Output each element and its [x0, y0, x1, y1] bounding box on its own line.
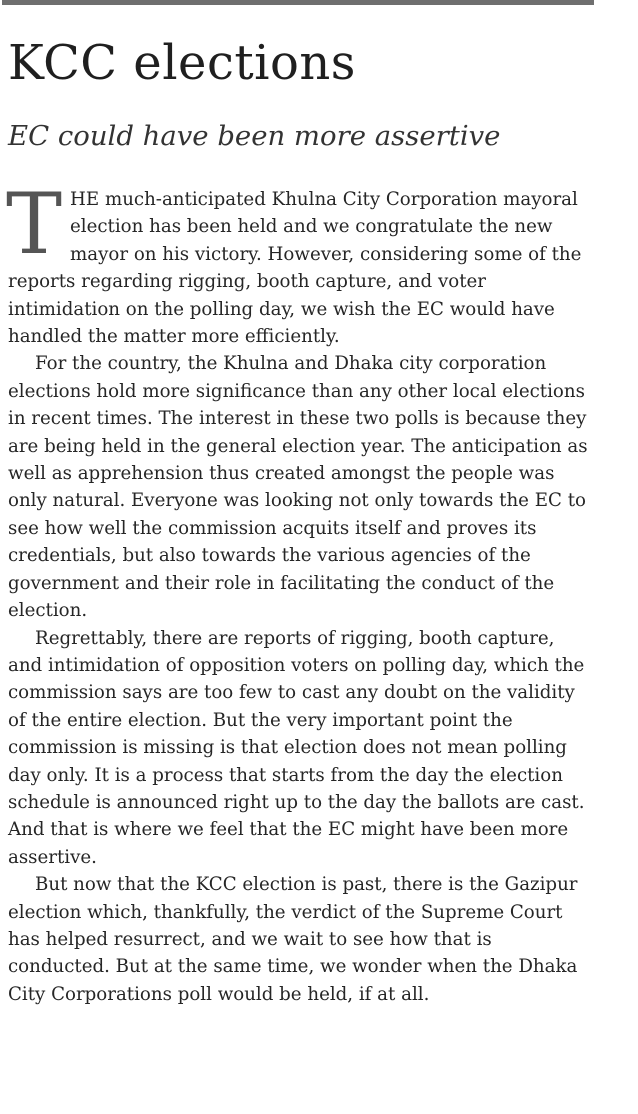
paragraph-1-text: HE much-anticipated Khulna City Corporation mayoral election has been held and we congratulate the new mayor on his victory. However, considering some of the reports regarding rigging, booth capture, and voter intimidation on the polling day, we wish the EC would have handled the matter more efficiently.	[8, 189, 582, 348]
subheadline: EC could have been more assertive	[8, 120, 501, 152]
paragraph-3: Regrettably, there are reports of rigging, booth capture, and intimidation of opposition voters on polling day, which the commission says are too few to cast any doubt on the validity of the entire election. But the very important point the commission is missing is that election does not mean polling day only. It is a process that starts from the day the election schedule is announced right up to the day the ballots are cast. And that is where we feel that the EC might have been more assertive.	[8, 627, 585, 868]
paragraph-1	[6, 175, 593, 350]
editorial-body	[6, 175, 593, 1008]
paragraph-4: But now that the KCC election is past, there is the Gazipur election which, thankfully, the verdict of the Supreme Court has helped resurrect, and we wait to see how that is conducted. But at the same time, we wonder when the Dhaka City Corporations poll would be held, if at all.	[8, 874, 578, 1005]
headline: KCC elections	[8, 35, 356, 91]
paragraph-2: For the country, the Khulna and Dhaka city corporation elections hold more significance than any other local elections in recent times. The interest in these two polls is because they are being held in the general election year. The anticipation as well as apprehension thus created amongst the people was only natural. Everyone was looking not only towards the EC to see how well the commission acquits itself and proves its credentials, but also towards the various agencies of the government and their role in facilitating the conduct of the election.	[8, 353, 588, 622]
drop-cap: T	[6, 175, 63, 273]
top-rule	[2, 0, 594, 5]
